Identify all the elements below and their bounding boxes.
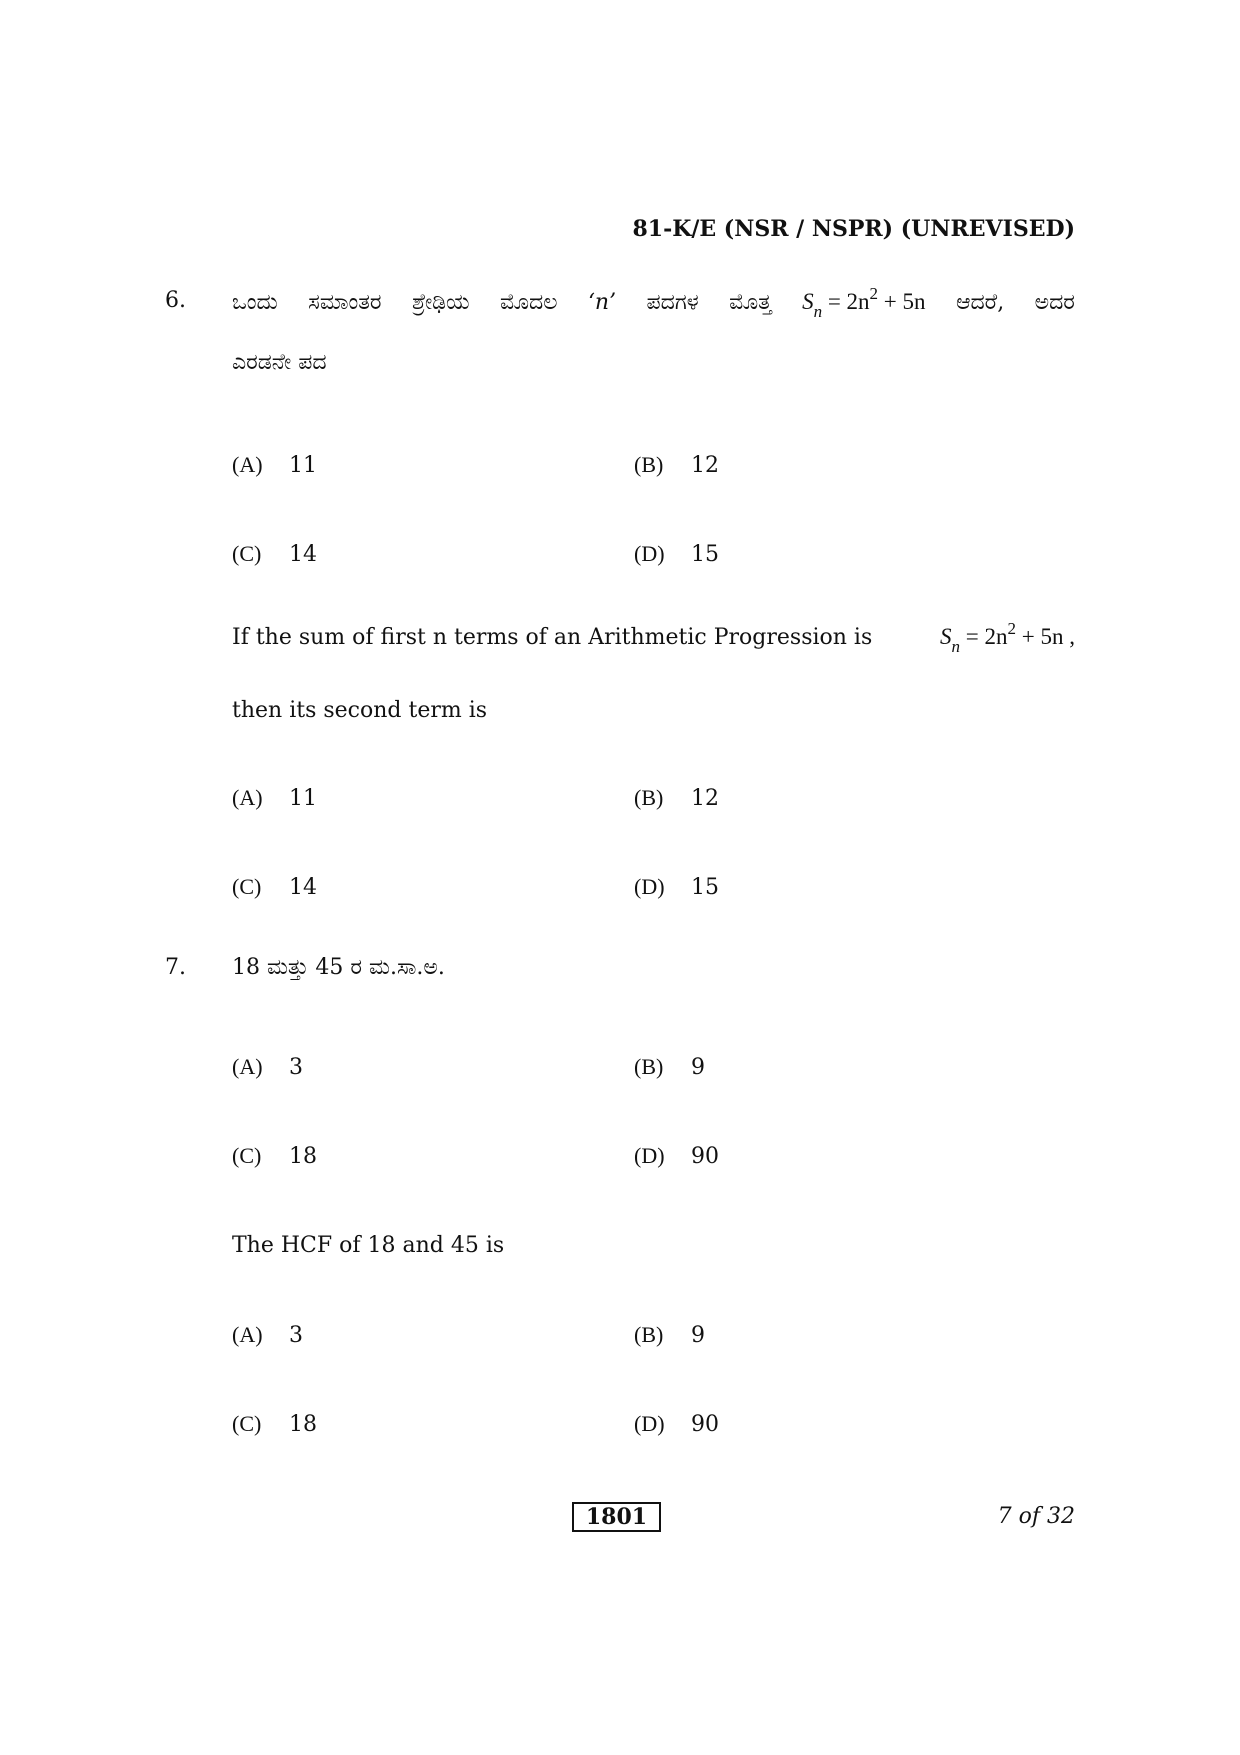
q7-kn-option-d[interactable]: (D) 90 xyxy=(634,1143,719,1169)
q6-en-option-b[interactable]: (B) 12 xyxy=(634,785,719,811)
question-7-english: The HCF of 18 and 45 is xyxy=(232,1233,505,1258)
question-7-number: 7. xyxy=(165,955,186,980)
q7-en-option-c[interactable]: (C) 18 xyxy=(232,1411,317,1437)
q6-en-option-c[interactable]: (C) 14 xyxy=(232,874,317,900)
kn-word: ಸಮಾಂತರ xyxy=(308,290,382,315)
q6-en-option-a[interactable]: (A) 11 xyxy=(232,785,317,811)
q7-kn-option-b[interactable]: (B) 9 xyxy=(634,1054,705,1080)
q6-en-option-d[interactable]: (D) 15 xyxy=(634,874,719,900)
sum-formula-english: $S_n = 2n^2 + 5n$ , xyxy=(940,619,1075,656)
kn-word: ಅದರ xyxy=(1034,290,1075,315)
q6-kn-option-c[interactable]: (C) 14 xyxy=(232,541,317,567)
q7-en-option-d[interactable]: (D) 90 xyxy=(634,1411,719,1437)
question-7-kannada: 18 ಮತ್ತು 45 ರ ಮ.ಸಾ.ಅ. xyxy=(232,955,445,980)
paper-code-header: 81-K/E (NSR / NSPR) (UNREVISED) xyxy=(632,216,1075,242)
page-number: 7 of 32 xyxy=(997,1504,1075,1529)
kn-word: ಶ್ರೇಢಿಯ xyxy=(411,290,470,315)
q6-kn-option-a[interactable]: (A) 11 xyxy=(232,452,317,478)
booklet-code-box: 1801 xyxy=(572,1502,661,1532)
question-6-kannada-line2: ಎರಡನೇ ಪದ xyxy=(232,350,327,375)
q7-kn-option-c[interactable]: (C) 18 xyxy=(232,1143,317,1169)
question-6-english-line2: then its second term is xyxy=(232,698,488,723)
q6-kn-option-d[interactable]: (D) 15 xyxy=(634,541,719,567)
kn-word: ಪದಗಳ xyxy=(646,290,699,315)
question-6-kannada-line1 xyxy=(232,284,1075,322)
sum-formula: $S_n = 2n^2 + 5n$ xyxy=(802,284,926,321)
q7-kn-option-a[interactable]: (A) 3 xyxy=(232,1054,303,1080)
kn-word: ಮೊದಲ xyxy=(500,290,558,315)
kn-word: ಒಂದು xyxy=(232,290,278,315)
q7-en-option-b[interactable]: (B) 9 xyxy=(634,1322,705,1348)
q6-kn-option-b[interactable]: (B) 12 xyxy=(634,452,719,478)
kn-word: ಮೊತ್ತ xyxy=(729,290,772,315)
q6-english-text: If the sum of first n terms of an Arithmetic Progression is xyxy=(232,625,873,650)
kn-word: ‘n’ xyxy=(587,290,617,315)
question-6-english-line1 xyxy=(232,619,1075,657)
q7-en-option-a[interactable]: (A) 3 xyxy=(232,1322,303,1348)
kn-word: ಆದರೆ, xyxy=(955,290,1005,315)
question-6-number: 6. xyxy=(165,288,186,313)
